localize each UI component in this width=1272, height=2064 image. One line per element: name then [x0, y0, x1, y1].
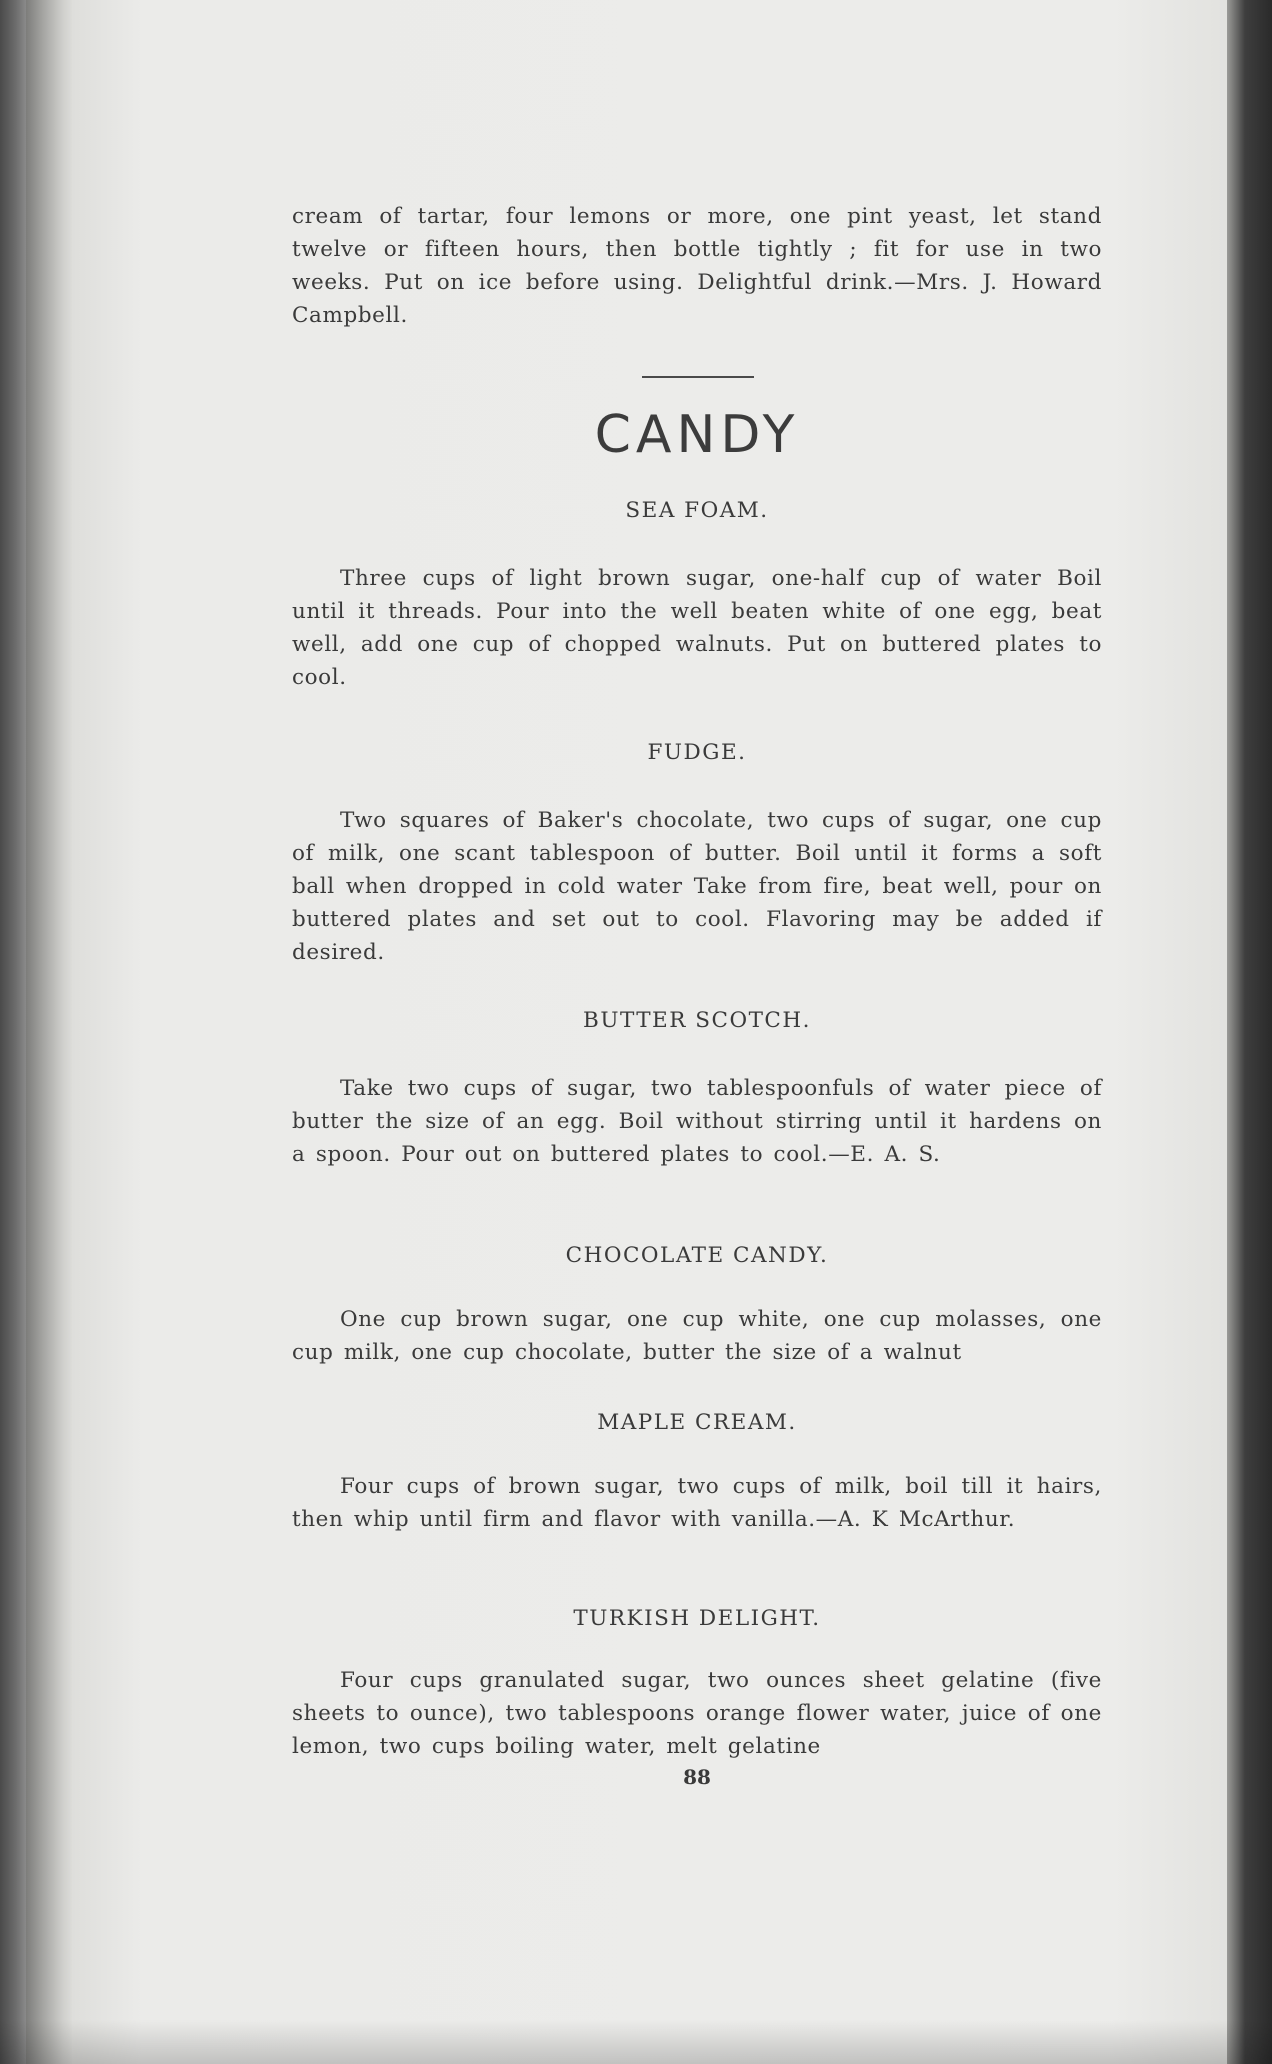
- section-title: CANDY: [594, 405, 800, 465]
- recipe-text-sea-foam: Three cups of light brown sugar, one-half cup of water Boil until it threads. Pour into the well beaten white of one egg, beat well, add one cup of chopped walnuts. Put on buttered plates to cool.: [292, 566, 1102, 690]
- page-edge: [1227, 0, 1272, 2064]
- recipe-text-butter-scotch: Take two cups of sugar, two tablespoonfuls of water piece of butter the size of an egg. Boil without stirring until it hardens on a spoon. Pour out on buttered plates to cool.—E. A. S.: [292, 1076, 1102, 1167]
- bottom-shadow: [0, 2020, 1272, 2064]
- continuation-paragraph: cream of tartar, four lemons or more, one pint yeast, let stand twelve or fifteen hours, then bottle tightly ; fit for use in two weeks. Put on ice before using. Delightful drink.—Mrs. J. Howard Campbell.: [292, 204, 1102, 328]
- recipe-text-turkish-delight: Four cups granulated sugar, two ounces sheet gelatine (five sheets to ounce), two tablespoons orange flower water, juice of one lemon, two cups boiling water, melt gelatine: [292, 1668, 1102, 1759]
- recipe-text-fudge: Two squares of Baker's chocolate, two cups of sugar, one cup of milk, one scant tablespoon of butter. Boil until it forms a soft ball when dropped in cold water Take from fire, beat well, pour on buttered plates and set out to cool. Flavoring may be added if desired.: [292, 808, 1102, 965]
- recipe-title-maple-cream: MAPLE CREAM.: [597, 1410, 797, 1435]
- recipe-title-sea-foam: SEA FOAM.: [625, 498, 769, 523]
- section-divider: [642, 376, 754, 378]
- recipe-text-maple-cream: Four cups of brown sugar, two cups of milk, boil till it hairs, then whip until firm and flavor with vanilla.—A. K McArthur.: [292, 1474, 1102, 1532]
- recipe-title-butter-scotch: BUTTER SCOTCH.: [583, 1008, 811, 1033]
- recipe-text-chocolate-candy: One cup brown sugar, one cup white, one cup molasses, one cup milk, one cup chocolate, butter the size of a walnut: [292, 1307, 1102, 1365]
- recipe-title-chocolate-candy: CHOCOLATE CANDY.: [565, 1243, 829, 1268]
- page-gutter: [26, 0, 72, 2064]
- recipe-title-fudge: FUDGE.: [647, 740, 747, 765]
- book-spine: [0, 0, 26, 2064]
- recipe-title-turkish-delight: TURKISH DELIGHT.: [573, 1606, 821, 1631]
- page-number: 88: [683, 1765, 711, 1789]
